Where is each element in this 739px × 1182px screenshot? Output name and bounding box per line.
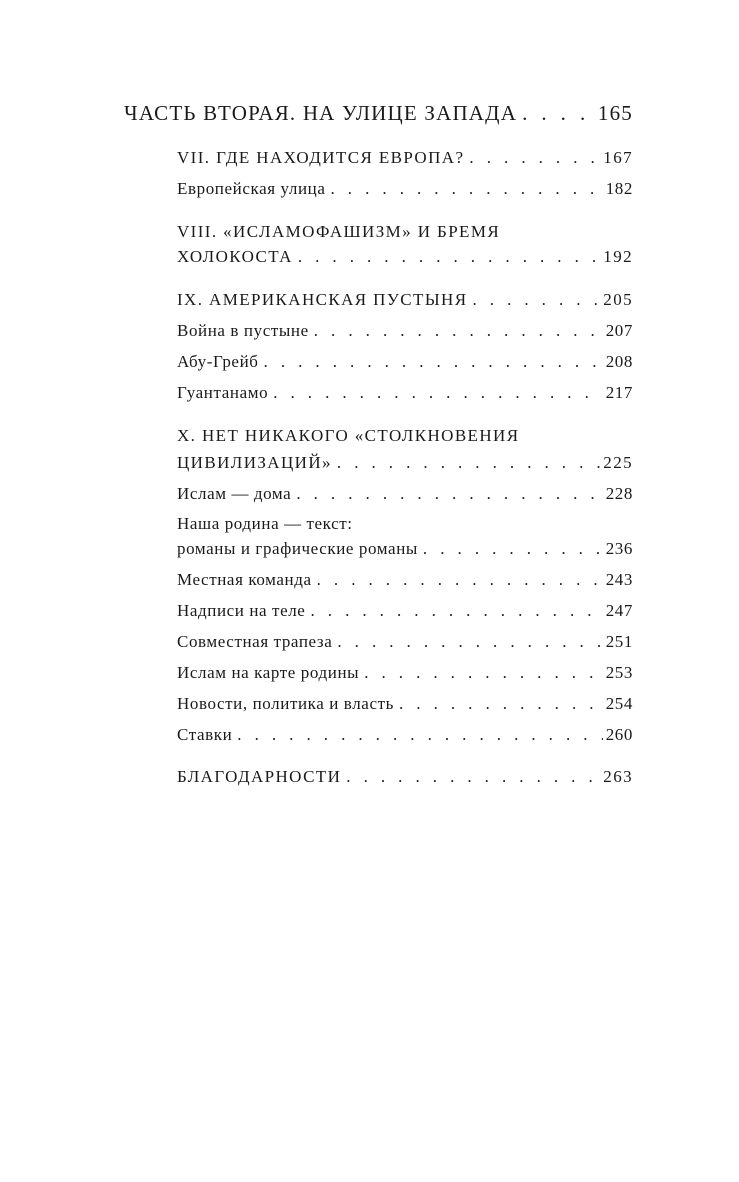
toc-leader-dots bbox=[472, 290, 600, 310]
toc-entry-label: Новости, политика и власть bbox=[177, 694, 394, 713]
toc-entry-page: 236 bbox=[605, 539, 633, 558]
toc-entry-page: 247 bbox=[605, 601, 633, 620]
toc-section-body-inscriptions[interactable] bbox=[177, 601, 633, 625]
toc-entry-page: 217 bbox=[605, 383, 633, 402]
toc-leader-dots bbox=[331, 179, 603, 199]
toc-entry-label: ЦИВИЛИЗАЦИЙ» bbox=[177, 453, 332, 472]
toc-leader-dots bbox=[237, 725, 602, 745]
toc-entry-page: 182 bbox=[605, 179, 633, 198]
toc-entry-page: 192 bbox=[603, 247, 633, 266]
toc-leader-dots bbox=[298, 247, 600, 267]
toc-section-guantanamo[interactable] bbox=[177, 383, 633, 407]
toc-part-heading[interactable] bbox=[124, 101, 633, 131]
toc-entry-label: Европейская улица bbox=[177, 179, 326, 198]
toc-entry-label: Местная команда bbox=[177, 570, 312, 589]
toc-entry-label: Гуантанамо bbox=[177, 383, 269, 402]
toc-part-page: 165 bbox=[597, 101, 633, 125]
toc-part-label: ЧАСТЬ ВТОРАЯ. НА УЛИЦЕ ЗАПАДА bbox=[124, 101, 518, 125]
toc-entry-page: 243 bbox=[605, 570, 633, 589]
toc-entry-label: Ставки bbox=[177, 725, 233, 744]
toc-chapter-7[interactable] bbox=[177, 148, 633, 172]
toc-entry-label: Ислам на карте родины bbox=[177, 663, 360, 682]
toc-section-islam-at-home[interactable] bbox=[177, 484, 633, 508]
toc-leader-dots bbox=[273, 383, 603, 403]
toc-section-islam-map[interactable] bbox=[177, 663, 633, 687]
toc-entry-label: Абу-Грейб bbox=[177, 352, 259, 371]
toc-entry-label: IX. АМЕРИКАНСКАЯ ПУСТЫНЯ bbox=[177, 290, 468, 309]
toc-entry-page: 254 bbox=[605, 694, 633, 713]
toc-chapter-8-line1[interactable]: VIII. «ИСЛАМОФАШИЗМ» И БРЕМЯ bbox=[177, 222, 501, 241]
toc-entry-label: Война в пустыне bbox=[177, 321, 309, 340]
toc-section-news-politics[interactable] bbox=[177, 694, 633, 718]
toc-leader-dots bbox=[337, 632, 602, 652]
toc-leader-dots bbox=[314, 321, 603, 341]
toc-leader-dots bbox=[264, 352, 603, 372]
toc-entry-page: 251 bbox=[605, 632, 633, 651]
toc-entry-label: Совместная трапеза bbox=[177, 632, 333, 651]
toc-leader-dots bbox=[317, 570, 603, 590]
toc-entry-page: 208 bbox=[605, 352, 633, 371]
toc-chapter-8[interactable] bbox=[177, 247, 633, 271]
toc-section-shared-meal[interactable] bbox=[177, 632, 633, 656]
toc-entry-page: 167 bbox=[603, 148, 633, 167]
toc-leader-dots bbox=[364, 663, 603, 683]
toc-leader-dots bbox=[399, 694, 603, 714]
toc-entry-page: 228 bbox=[605, 484, 633, 503]
toc-chapter-10[interactable] bbox=[177, 453, 633, 477]
toc-entry-label: Ислам — дома bbox=[177, 484, 292, 503]
toc-entry-page: 207 bbox=[605, 321, 633, 340]
toc-leader-dots bbox=[296, 484, 602, 504]
toc-entry-page: 225 bbox=[603, 453, 633, 472]
toc-entry-page: 205 bbox=[603, 290, 633, 309]
toc-entry-label: ХОЛОКОСТА bbox=[177, 247, 293, 266]
toc-entry-label: Надписи на теле bbox=[177, 601, 306, 620]
toc-section-home-team[interactable] bbox=[177, 570, 633, 594]
toc-section-european-street[interactable] bbox=[177, 179, 633, 203]
toc-section-stakes[interactable] bbox=[177, 725, 633, 749]
toc-leader-dots bbox=[522, 101, 595, 126]
toc-entry-page: 253 bbox=[605, 663, 633, 682]
toc-leader-dots bbox=[337, 453, 600, 473]
toc-leader-dots bbox=[469, 148, 600, 168]
toc-section-desert-war[interactable] bbox=[177, 321, 633, 345]
toc-leader-dots bbox=[423, 539, 603, 559]
toc-section-homeland[interactable] bbox=[177, 539, 633, 563]
toc-leader-dots bbox=[346, 767, 600, 787]
toc-entry-label: романы и графические романы bbox=[177, 539, 418, 558]
toc-leader-dots bbox=[310, 601, 602, 621]
toc-entry-page: 260 bbox=[605, 725, 633, 744]
toc-entry-label: VII. ГДЕ НАХОДИТСЯ ЕВРОПА? bbox=[177, 148, 465, 167]
toc-section-homeland-line1[interactable]: Наша родина — текст: bbox=[177, 514, 353, 533]
toc-chapter-10-line1[interactable]: X. НЕТ НИКАКОГО «СТОЛКНОВЕНИЯ bbox=[177, 426, 520, 445]
toc-chapter-9[interactable] bbox=[177, 290, 633, 314]
toc-section-abu-ghraib[interactable] bbox=[177, 352, 633, 376]
toc-acknowledgements[interactable] bbox=[177, 767, 633, 791]
toc-entry-page: 263 bbox=[603, 767, 633, 786]
toc-entry-label: БЛАГОДАРНОСТИ bbox=[177, 767, 342, 786]
